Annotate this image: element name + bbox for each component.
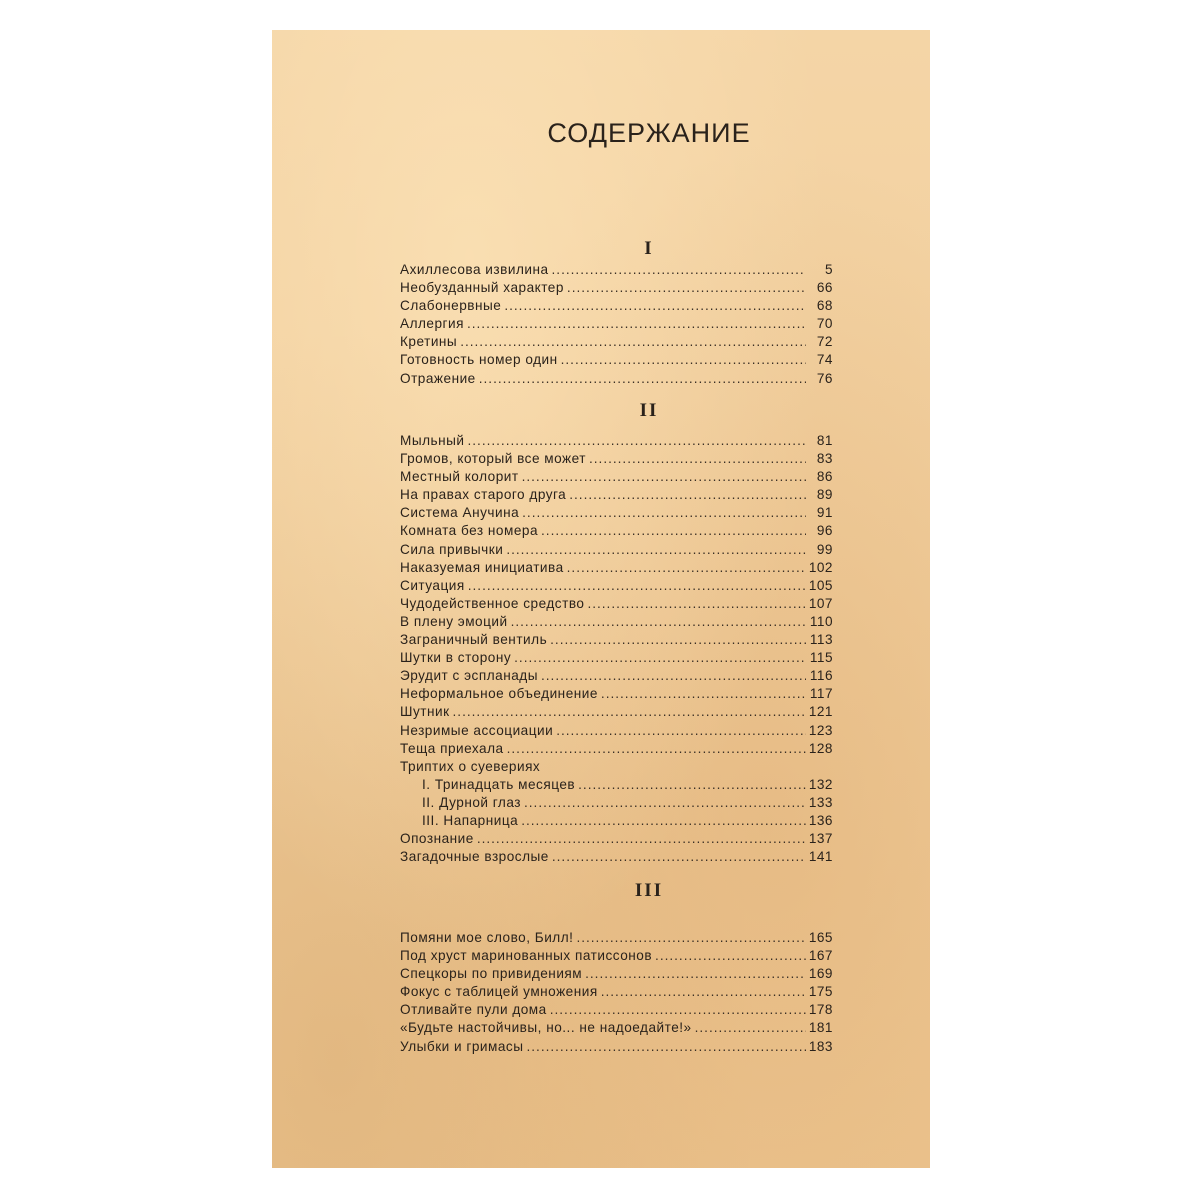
toc-entry-title: Улыбки и гримасы [400, 1038, 524, 1054]
toc-leader-dots [550, 631, 806, 649]
toc-entry-title: Готовность номер один [400, 352, 558, 368]
toc-entry [400, 794, 833, 812]
toc-entry [400, 522, 833, 540]
toc-leader-dots [479, 370, 806, 388]
toc-leader-dots [506, 541, 806, 559]
toc-entry [400, 333, 833, 351]
toc-leader-dots [578, 776, 806, 794]
toc-leader-dots [601, 983, 806, 1001]
toc-entry [400, 1038, 833, 1056]
toc-entry [400, 983, 833, 1001]
toc-leader-dots [552, 848, 806, 866]
toc-entry [400, 279, 833, 297]
toc-leader-dots [522, 504, 806, 522]
toc-entry-title: Местный колорит [400, 469, 519, 485]
toc-page-number: 81 [816, 433, 833, 448]
toc-entry-title: Громов, который все может [400, 451, 586, 467]
toc-leader-dots [541, 667, 806, 685]
toc-page-number: 115 [809, 650, 833, 666]
toc-entry-title: Шутник [400, 704, 450, 720]
toc-entry [400, 261, 833, 279]
toc-entry [400, 1019, 833, 1037]
toc-entry-title: Под хруст маринованных патиссонов [400, 948, 653, 964]
toc-entry [400, 631, 833, 649]
toc-entry-title: Теща приехала [400, 740, 504, 756]
book-page [272, 30, 930, 1168]
toc-page-number: 181 [808, 1020, 833, 1036]
toc-leader-dots [467, 432, 806, 450]
section-label-2: II [639, 400, 659, 421]
toc-entry-title: Незримые ассоциации [400, 722, 554, 738]
page-title: СОДЕРЖАНИЕ [547, 118, 751, 148]
toc-leader-dots [576, 929, 805, 947]
section-label-1: I [644, 238, 654, 259]
toc-page-number: 178 [808, 1002, 833, 1018]
toc-page-number: 175 [808, 984, 833, 1000]
toc-entry-title: На правах старого друга [400, 487, 567, 503]
toc-entry [400, 740, 833, 758]
toc-entry [400, 758, 833, 776]
toc-entry-title: Необузданный характер [400, 280, 564, 296]
toc-entry-title: Ахиллесова извилина [400, 262, 549, 277]
toc-leader-dots [561, 351, 806, 369]
toc-leader-dots [477, 830, 806, 848]
toc-entry [400, 559, 833, 577]
toc-entry [400, 450, 833, 468]
toc-leader-dots [695, 1019, 806, 1037]
toc-page-number: 89 [816, 487, 833, 503]
toc-entry [400, 486, 833, 504]
toc-leader-dots [521, 812, 806, 830]
toc-page-number: 76 [816, 370, 833, 386]
toc-page-number: 123 [808, 722, 833, 738]
toc-entry-title: Заграничный вентиль [400, 632, 548, 648]
toc-entry-title: Кретины [400, 334, 458, 350]
toc-entry-title: III. Напарница [422, 812, 519, 828]
toc-page-number: 70 [816, 316, 833, 332]
toc-entry [400, 370, 833, 388]
toc-page-number: 66 [816, 280, 833, 296]
toc-entry [400, 1001, 833, 1019]
toc-page-number: 72 [816, 334, 833, 350]
toc-entry-title: Спецкоры по привидениям [400, 966, 583, 982]
toc-entry [400, 703, 833, 721]
toc-entry [400, 776, 833, 794]
toc-entry [400, 929, 833, 947]
toc-entry [400, 722, 833, 740]
toc-entry-title: Аллергия [400, 316, 464, 332]
toc-entry [400, 830, 833, 848]
toc-entry-title: Чудодейственное средство [400, 595, 585, 611]
toc-page-number: 96 [816, 523, 833, 539]
toc-entry [400, 504, 833, 522]
toc-entry-title: Помяни мое слово, Билл! [400, 930, 574, 945]
section-label-3: III [634, 880, 664, 901]
toc-entry [400, 685, 833, 703]
toc-page-number: 133 [808, 794, 833, 810]
toc-section-2 [400, 432, 833, 866]
toc-entry [400, 667, 833, 685]
toc-entry [400, 965, 833, 983]
toc-page-number: 99 [816, 541, 833, 557]
toc-entry [400, 541, 833, 559]
toc-page-number: 128 [808, 740, 833, 756]
toc-entry [400, 595, 833, 613]
toc-entry-title: Триптих о суевериях [400, 758, 541, 774]
toc-entry [400, 947, 833, 965]
toc-leader-dots [467, 315, 806, 333]
toc-page-number: 86 [816, 469, 833, 485]
toc-entry-title: II. Дурной глаз [422, 794, 521, 810]
toc-section-3 [400, 929, 833, 1056]
toc-page-number: 116 [809, 668, 833, 684]
toc-entry-title: «Будьте настойчивы, но... не надоедайте!» [400, 1020, 692, 1036]
toc-leader-dots [453, 703, 806, 721]
toc-page-number: 167 [808, 948, 833, 964]
toc-entry-title: Шутки в сторону [400, 650, 512, 666]
toc-leader-dots [589, 450, 806, 468]
toc-leader-dots [550, 1001, 806, 1019]
toc-entry-title: В плену эмоций [400, 613, 508, 629]
toc-page-number: 183 [808, 1038, 833, 1054]
toc-entry-title: Опознание [400, 831, 474, 847]
toc-page-number: 102 [808, 559, 833, 575]
toc-leader-dots [541, 522, 806, 540]
toc-entry [400, 297, 833, 315]
toc-entry-title: Мыльный [400, 433, 465, 448]
toc-page-number: 141 [808, 849, 833, 865]
toc-page-number: 121 [808, 704, 833, 720]
toc-entry [400, 351, 833, 369]
toc-page-number: 136 [808, 812, 833, 828]
toc-section-1 [400, 261, 833, 388]
toc-page-number: 169 [808, 966, 833, 982]
toc-leader-dots [587, 595, 805, 613]
toc-entry-title: Загадочные взрослые [400, 849, 549, 865]
toc-entry [400, 315, 833, 333]
toc-page-number: 74 [816, 352, 833, 368]
toc-entry [400, 649, 833, 667]
toc-entry [400, 812, 833, 830]
toc-leader-dots [567, 559, 806, 577]
toc-leader-dots [601, 685, 806, 703]
toc-page-number: 107 [808, 595, 833, 611]
toc-page-number: 5 [824, 262, 833, 277]
toc-page-number: 91 [816, 505, 833, 521]
toc-entry-title: Наказуемая инициатива [400, 559, 564, 575]
toc-leader-dots [552, 261, 806, 279]
toc-leader-dots [514, 649, 806, 667]
toc-entry-title: Комната без номера [400, 523, 539, 539]
toc-leader-dots [569, 486, 806, 504]
toc-entry [400, 848, 833, 866]
toc-page-number: 83 [816, 451, 833, 467]
toc-leader-dots [527, 1038, 806, 1056]
toc-entry-title: Ситуация [400, 577, 465, 593]
toc-leader-dots [507, 740, 806, 758]
toc-entry [400, 577, 833, 595]
toc-entry-title: Эрудит с эспланады [400, 668, 538, 684]
toc-page-number: 68 [816, 298, 833, 314]
toc-leader-dots [585, 965, 806, 983]
toc-leader-dots [504, 297, 806, 315]
toc-entry [400, 468, 833, 486]
toc-leader-dots [468, 577, 806, 595]
toc-page-number: 165 [808, 930, 833, 945]
toc-leader-dots [524, 794, 806, 812]
toc-entry-title: Сила привычки [400, 541, 504, 557]
toc-entry-title: Отливайте пули дома [400, 1002, 547, 1018]
toc-page-number: 105 [808, 577, 833, 593]
toc-page-number: 110 [809, 613, 833, 629]
toc-page-number: 113 [809, 632, 833, 648]
toc-page-number: 137 [808, 831, 833, 847]
toc-entry [400, 432, 833, 450]
toc-entry-title: Фокус с таблицей умножения [400, 984, 598, 1000]
toc-entry-title: Система Анучина [400, 505, 520, 521]
toc-entry-title: Слабонервные [400, 298, 502, 314]
toc-leader-dots [567, 279, 806, 297]
toc-leader-dots [460, 333, 806, 351]
toc-leader-dots [522, 468, 806, 486]
toc-leader-dots [511, 613, 806, 631]
toc-leader-dots [556, 722, 806, 740]
toc-leader-dots [655, 947, 806, 965]
toc-entry-title: I. Тринадцать месяцев [422, 776, 576, 792]
toc-entry-title: Отражение [400, 370, 476, 386]
toc-page-number: 117 [809, 686, 833, 702]
toc-page-number: 132 [808, 776, 833, 792]
toc-entry-title: Неформальное объединение [400, 686, 598, 702]
toc-entry [400, 613, 833, 631]
